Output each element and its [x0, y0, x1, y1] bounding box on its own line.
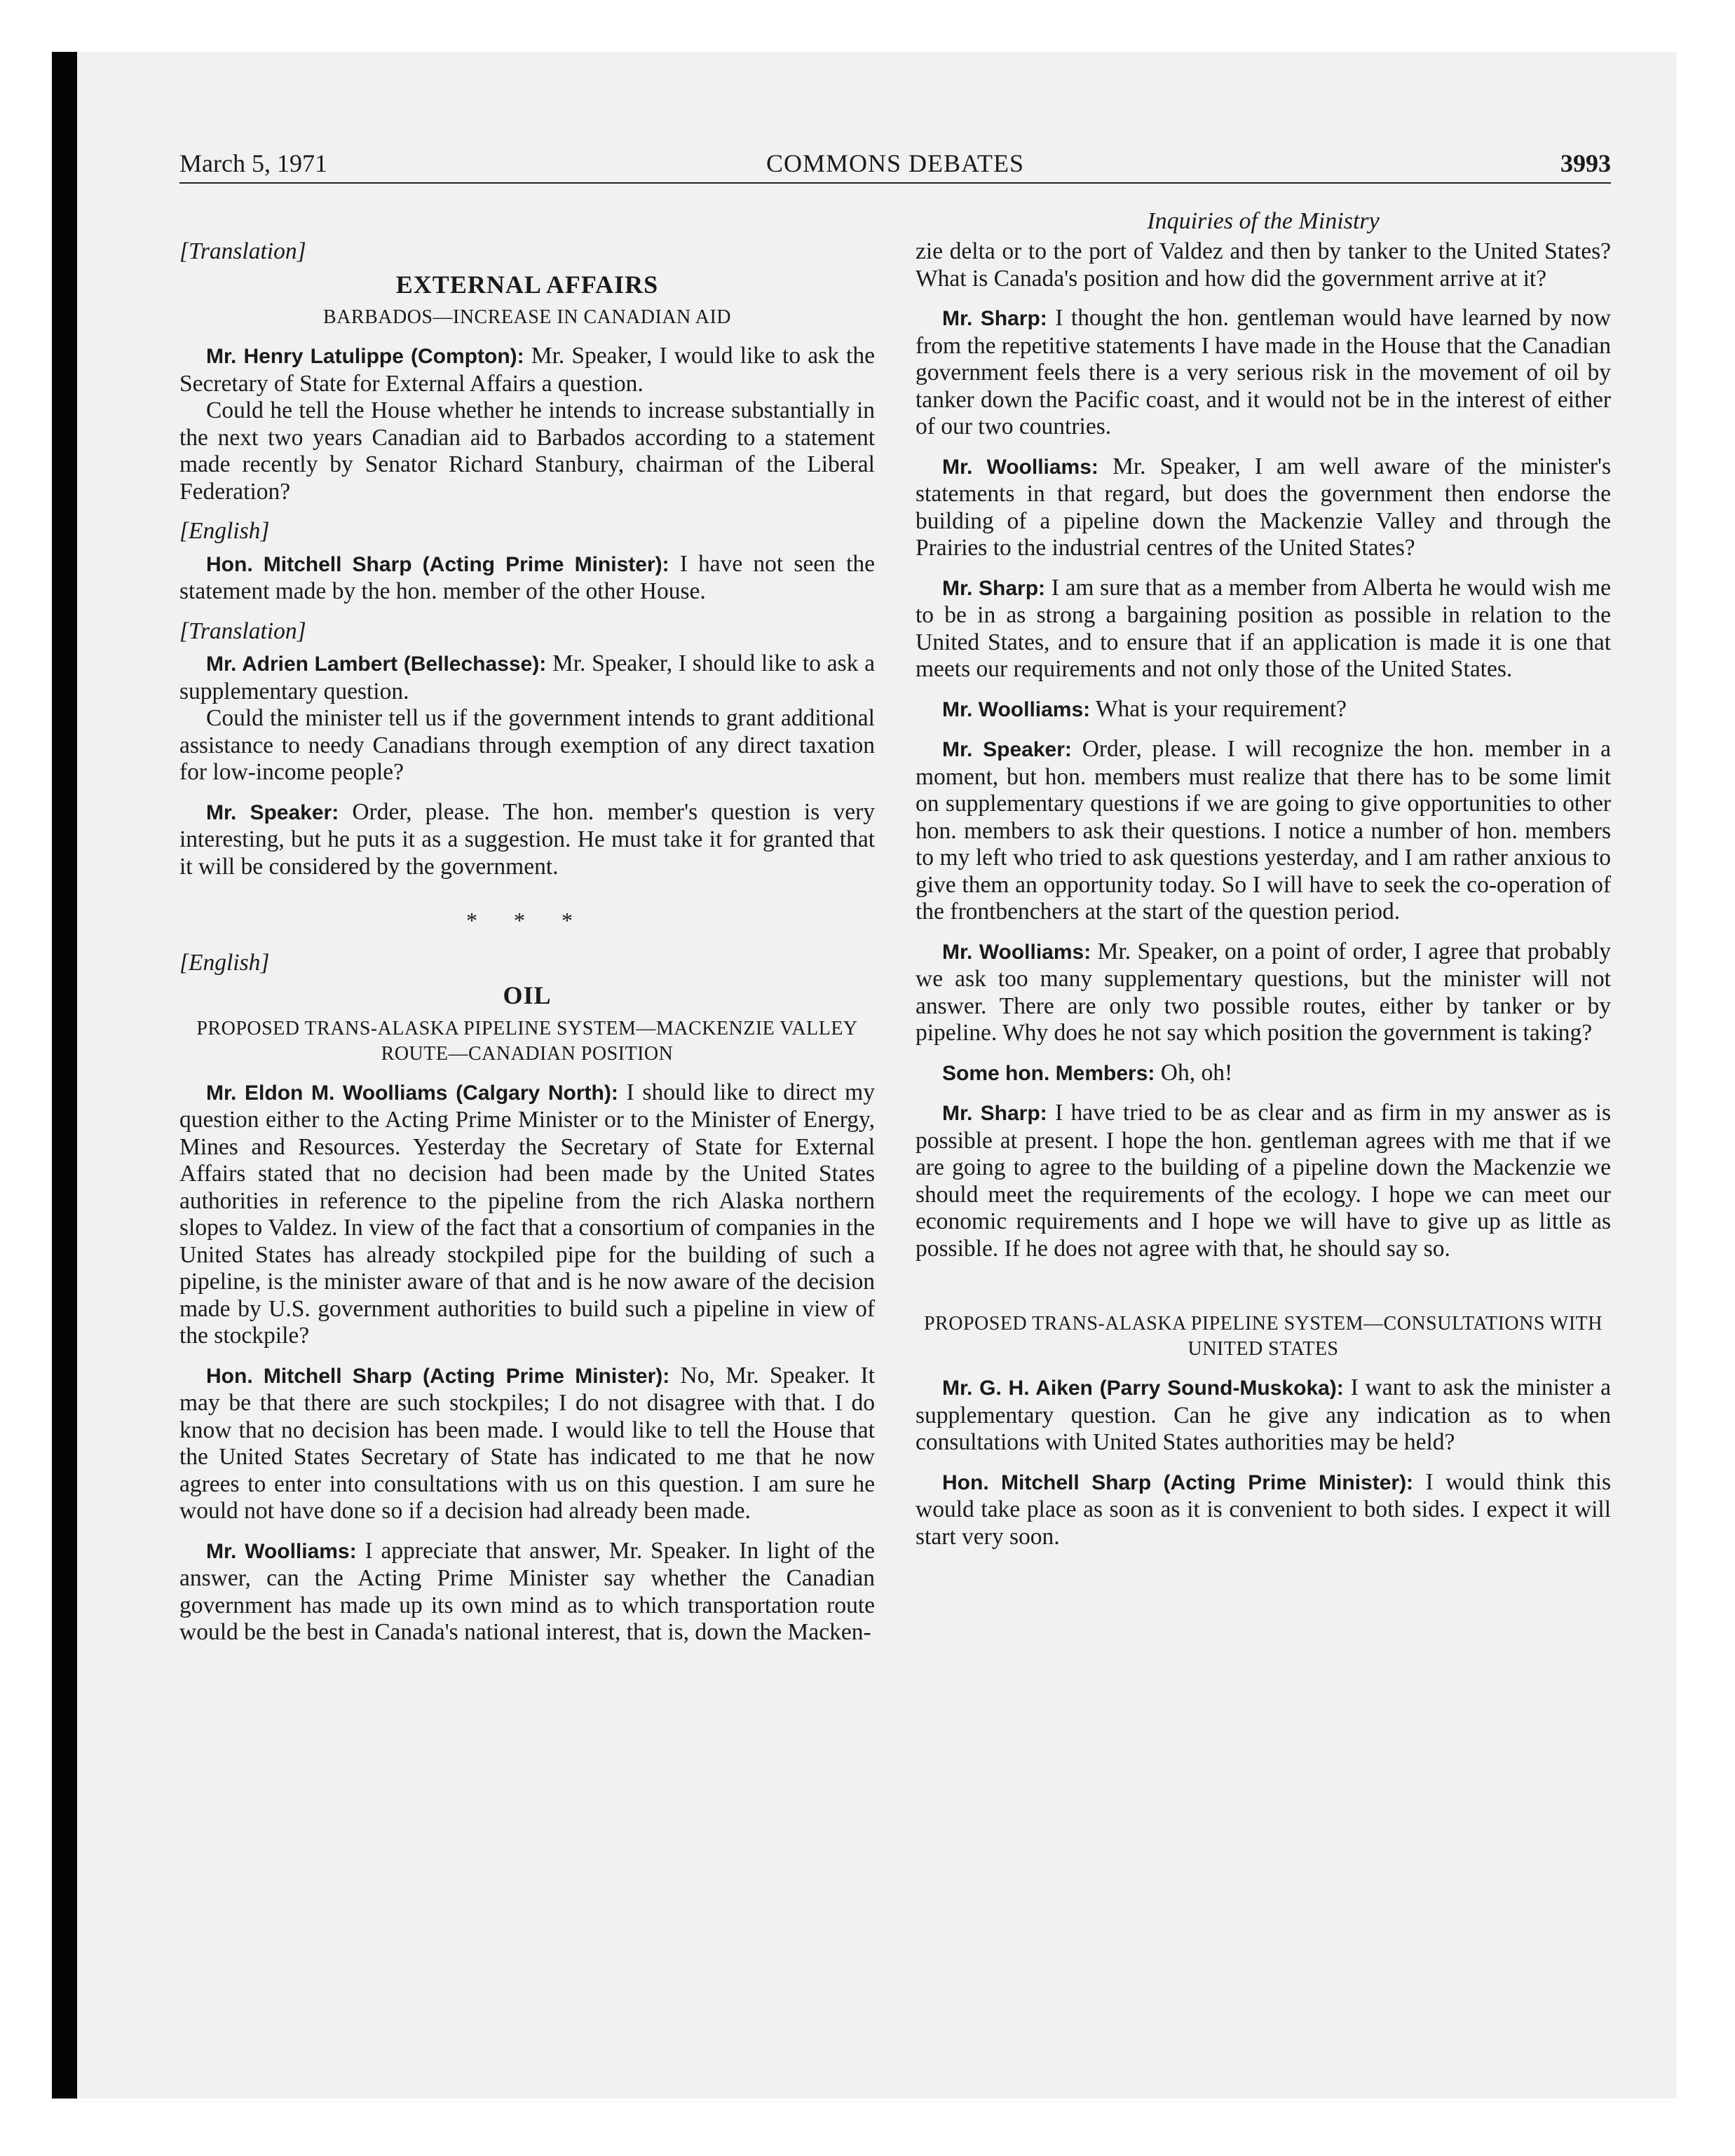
speaker-name: Mr. Henry Latulippe (Compton):	[206, 345, 524, 368]
paragraph	[179, 705, 875, 786]
paragraph	[179, 650, 875, 705]
speaker-name: Mr. Woolliams:	[942, 697, 1091, 721]
speech-text: I should like to direct my question either to the Acting Prime Minister or to the Minister of Energy, Mines and Resources. Yesterday the Secretary of State for External Affairs stated that no decision had been made by the United States authorities in reference to the pipeline from the rich Alaska northern slopes to Valdez. In view of the fact that a consortium of companies in the United States has already stockpiled pipe for the building of such a pipeline, is the minister aware of that and is he now aware of the decision made by U.S. government authorities to build such a pipeline in view of the stockpile?	[179, 1079, 876, 1349]
speech-text: I would think this would take place as soon as it is convenient to both sides. I expect it will start very soon.	[916, 1468, 1611, 1550]
section-heading: EXTERNAL AFFAIRS	[395, 270, 659, 299]
page-number: 3993	[1560, 149, 1611, 177]
speech-text: I appreciate that answer, Mr. Speaker. In light of the answer, can the Acting Prime Minister say whether the Canadian government has made up its own mind as to which transportation route would be the best in Canada's national interest, that is, down the Macken-	[179, 1537, 875, 1645]
paragraph	[916, 305, 1611, 441]
paragraph	[916, 453, 1611, 562]
paragraph	[179, 799, 875, 881]
speech-text: I am sure that as a member from Alberta he would wish me to be in as strong a bargaining position as possible in relation to the United States, and to ensure that if an application is made it is one that meets our requirements and not only those of the United States.	[916, 574, 1611, 682]
speech-text: zie delta or to the port of Valdez and then by tanker to the United States? What is Canada's position and how did the government arrive at it?	[916, 238, 1611, 292]
speaker-name: Some hon. Members:	[942, 1061, 1155, 1085]
speech-text: I have tried to be as clear and as firm in my answer as is possible at present. I hope the hon. gentleman agrees with me that if we are going to agree to the building of a pipeline down the Mackenzie we should meet the requirements of the ecology. I hope we can meet our economic requirements and I hope we will have to give up as little as possible. If he does not agree with that, he should say so.	[916, 1100, 1611, 1262]
paragraph	[916, 1374, 1611, 1456]
subheading: PROPOSED TRANS-ALASKA PIPELINE SYSTEM—MACKENZIE VALLEY ROUTE—CANADIAN POSITION	[196, 1017, 858, 1065]
language-note: [English]	[179, 949, 270, 976]
paragraph	[916, 1100, 1611, 1262]
spacer	[916, 1275, 1611, 1309]
speaker-name: Hon. Mitchell Sharp (Acting Prime Minister):	[206, 552, 669, 576]
section-separator: * * *	[466, 908, 588, 933]
speech-text: I thought the hon. gentleman would have learned by now from the repetitive statements I have made in the House that the Canadian government feels there is a very serious risk in the movement of oil by tanker down the Pacific coast, and it would not be in the interest of either of our two countries.	[916, 305, 1611, 439]
subheading: PROPOSED TRANS-ALASKA PIPELINE SYSTEM—CONSULTATIONS WITH UNITED STATES	[923, 1313, 1603, 1360]
paragraph	[916, 1469, 1611, 1551]
speaker-name: Hon. Mitchell Sharp (Acting Prime Minister):	[942, 1471, 1414, 1494]
speaker-name: Mr. Sharp:	[942, 576, 1046, 600]
paragraph	[179, 1079, 875, 1350]
continuation-heading: Inquiries of the Ministry	[1147, 208, 1380, 234]
speech-text: No, Mr. Speaker. It may be that there are such stockpiles; I do not disagree with that. I do know that no decision has been made. I would like to tell the House that the United States Secretary of State has indicated to me that he now agrees to enter into consultations with us on this question. I am sure he would not have done so if a decision had already been made.	[179, 1362, 876, 1524]
speaker-name: Mr. Speaker:	[206, 800, 339, 824]
running-header	[179, 146, 1611, 184]
speaker-name: Mr. Speaker:	[942, 738, 1072, 761]
speaker-name: Mr. Adrien Lambert (Bellechasse):	[206, 653, 547, 676]
paragraph	[916, 736, 1611, 926]
speech-text: Mr. Speaker, on a point of order, I agree that probably we ask too many supplementary questions, but the minister will not answer. There are only two possible routes, either by tanker or by pipeline. Why does he not say which position the government is taking?	[916, 938, 1611, 1046]
speech-text: Could he tell the House whether he intends to increase substantially in the next two years Canadian aid to Barbados according to a statement made recently by Senator Richard Stanbury, chairman of the Liberal Federation?	[179, 397, 875, 505]
speaker-name: Mr. Woolliams:	[206, 1539, 357, 1563]
speaker-name: Mr. Sharp:	[942, 307, 1047, 330]
publication-title: COMMONS DEBATES	[766, 149, 1025, 177]
speaker-name: Mr. Sharp:	[942, 1102, 1047, 1125]
subheading: BARBADOS—INCREASE IN CANADIAN AID	[323, 306, 731, 328]
speaker-name: Mr. Eldon M. Woolliams (Calgary North):	[206, 1081, 618, 1105]
speech-text: Oh, oh!	[1155, 1059, 1233, 1086]
paragraph	[179, 1363, 875, 1525]
speech-text: What is your requirement?	[1090, 695, 1347, 722]
paragraph	[179, 1538, 875, 1646]
language-note: [Translation]	[179, 238, 306, 264]
paragraph	[916, 1060, 1611, 1088]
speaker-name: Mr. Woolliams:	[942, 455, 1098, 479]
header-date: March 5, 1971	[179, 149, 327, 177]
speech-text: Could the minister tell us if the government intends to grant additional assistance to needy Canadians through exemption of any direct taxation for low-income people?	[179, 705, 875, 785]
language-note: [Translation]	[179, 618, 306, 644]
speech-text: I want to ask the minister a supplementary question. Can he give any indication as to when consultations with United States authorities may be held?	[916, 1374, 1611, 1455]
speech-text: Mr. Speaker, I should like to ask a supplementary question.	[179, 650, 875, 704]
paragraph	[179, 551, 875, 606]
speaker-name: Mr. G. H. Aiken (Parry Sound-Muskoka):	[942, 1377, 1344, 1400]
binding-edge	[52, 52, 77, 2099]
speaker-name: Mr. Woolliams:	[942, 940, 1091, 964]
left-column	[179, 238, 875, 1659]
speech-text: I have not seen the statement made by the hon. member of the other House.	[179, 550, 875, 604]
speaker-name: Hon. Mitchell Sharp (Acting Prime Minister):	[206, 1364, 670, 1388]
paragraph	[179, 343, 875, 397]
paragraph	[916, 696, 1611, 724]
paragraph	[916, 575, 1611, 683]
paragraph	[916, 939, 1611, 1047]
right-column	[916, 238, 1611, 1563]
paragraph	[916, 238, 1611, 292]
paragraph	[179, 397, 875, 505]
speech-text: Mr. Speaker, I would like to ask the Secretary of State for External Affairs a question.	[179, 343, 875, 397]
speech-text: Order, please. The hon. member's question is very interesting, but he puts it as a suggestion. He must take it for granted that it will be considered by the government.	[179, 798, 875, 880]
speech-text: Mr. Speaker, I am well aware of the minister's statements in that regard, but does the government then endorse the building of a pipeline down the Mackenzie Valley and through the Prairies to the industrial centres of the United States?	[916, 453, 1611, 561]
speech-text: Order, please. I will recognize the hon. member in a moment, but hon. members must realize that there has to be some limit on supplementary questions if we are going to give opportunities to other hon. members to ask their questions. I notice a number of hon. members to my left who tried to ask questions yesterday, and I am rather anxious to give them an opportunity today. So I will have to seek the co-operation of the frontbenchers at the start of the question period.	[916, 736, 1611, 925]
section-heading: OIL	[503, 981, 552, 1009]
language-note: [English]	[179, 518, 270, 544]
